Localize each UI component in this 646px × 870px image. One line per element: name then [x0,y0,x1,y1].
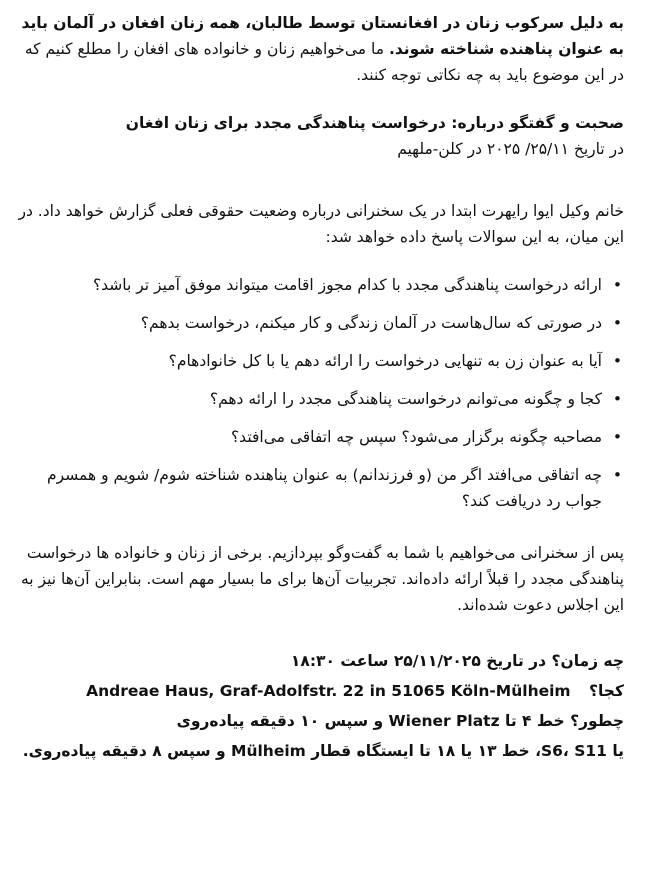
speaker-paragraph: خانم وکیل ایوا رایهرت ابتدا در یک سخنرانی درباره وضعیت حقوقی فعلی گزارش خواهد داد. در این میان، به این سوالات پاسخ داده خواهد شد: [18,202,624,246]
event-info [16,648,624,764]
where-line [16,678,624,704]
when-label: چه زمان؟ [551,652,624,670]
event-title: صحبت و گفتگو درباره: درخواست پناهندگی مجدد برای زنان افغان [125,114,624,132]
closing-paragraph: پس از سخنرانی می‌خواهیم با شما به گفت‌وگو بپردازیم. برخی از زنان و خانواده ها درخواست پناهندگی مجدد را قبلاً ارائه داده‌اند. تجربیات آن‌ها برای ما بسیار مهم است. بنابراین آن‌ها نیز به این اجلاس دعوت شده‌اند. [20,544,624,614]
intro-bold-text: به دلیل سرکوب زنان در افغانستان توسط طالبان، همه زنان افغان در آلمان باید به عنوان پناهنده شناخته شوند. [21,14,624,58]
where-value: Andreae Haus, Graf-Adolfstr. 22 in 51065 Köln-Mülheim [86,682,571,700]
how-value: خط ۴ تا Wiener Platz و سپس ۱۰ دقیقه پیاده‌روی [176,712,565,730]
when-value: در تاریخ ۲۵/۱۱/۲۰۲۵ ساعت ۱۸:۳۰ [290,652,547,670]
questions-list [16,272,624,514]
alt-route-line [16,738,624,764]
how-line [16,708,624,734]
event-date-line: در تاریخ ۲۵/۱۱/ ۲۰۲۵ در کلن-ملهیم [397,140,624,158]
question-item: • در صورتی که سال‌هاست در آلمان زندگی و کار میکنم، درخواست بدهم؟ [16,310,624,336]
where-label: کجا؟ [589,682,624,700]
question-item: • چه اتفاقی می‌افتد اگر من (و فرزندانم) به عنوان پناهنده شناخته شوم/ شویم و همسرم جواب رد دریافت کند؟ [16,462,624,514]
question-item: • کجا و چگونه می‌توانم درخواست پناهندگی مجدد را ارائه دهم؟ [16,386,624,412]
question-item: • ارائه درخواست پناهندگی مجدد با کدام مجوز اقامت میتواند موفق آمیز تر باشد؟ [16,272,624,298]
alt-route-value: یا S6، S11، خط ۱۳ یا ۱۸ تا ایستگاه قطار Mülheim و سپس ۸ دقیقه پیاده‌روی. [22,742,624,760]
question-item: • آیا به عنوان زن به تنهایی درخواست را ارائه دهم یا با کل خانوادهام؟ [16,348,624,374]
how-label: چطور؟ [570,712,624,730]
question-item: • مصاحبه چگونه برگزار می‌شود؟ سپس چه اتفاقی می‌افتد؟ [16,424,624,450]
when-line [16,648,624,674]
intro-paragraph [16,10,624,88]
intro-text: ما می‌خواهیم زنان و خانواده های افغان را مطلع کنیم که در این موضوع باید به چه نکاتی توجه کنند. [24,40,624,84]
